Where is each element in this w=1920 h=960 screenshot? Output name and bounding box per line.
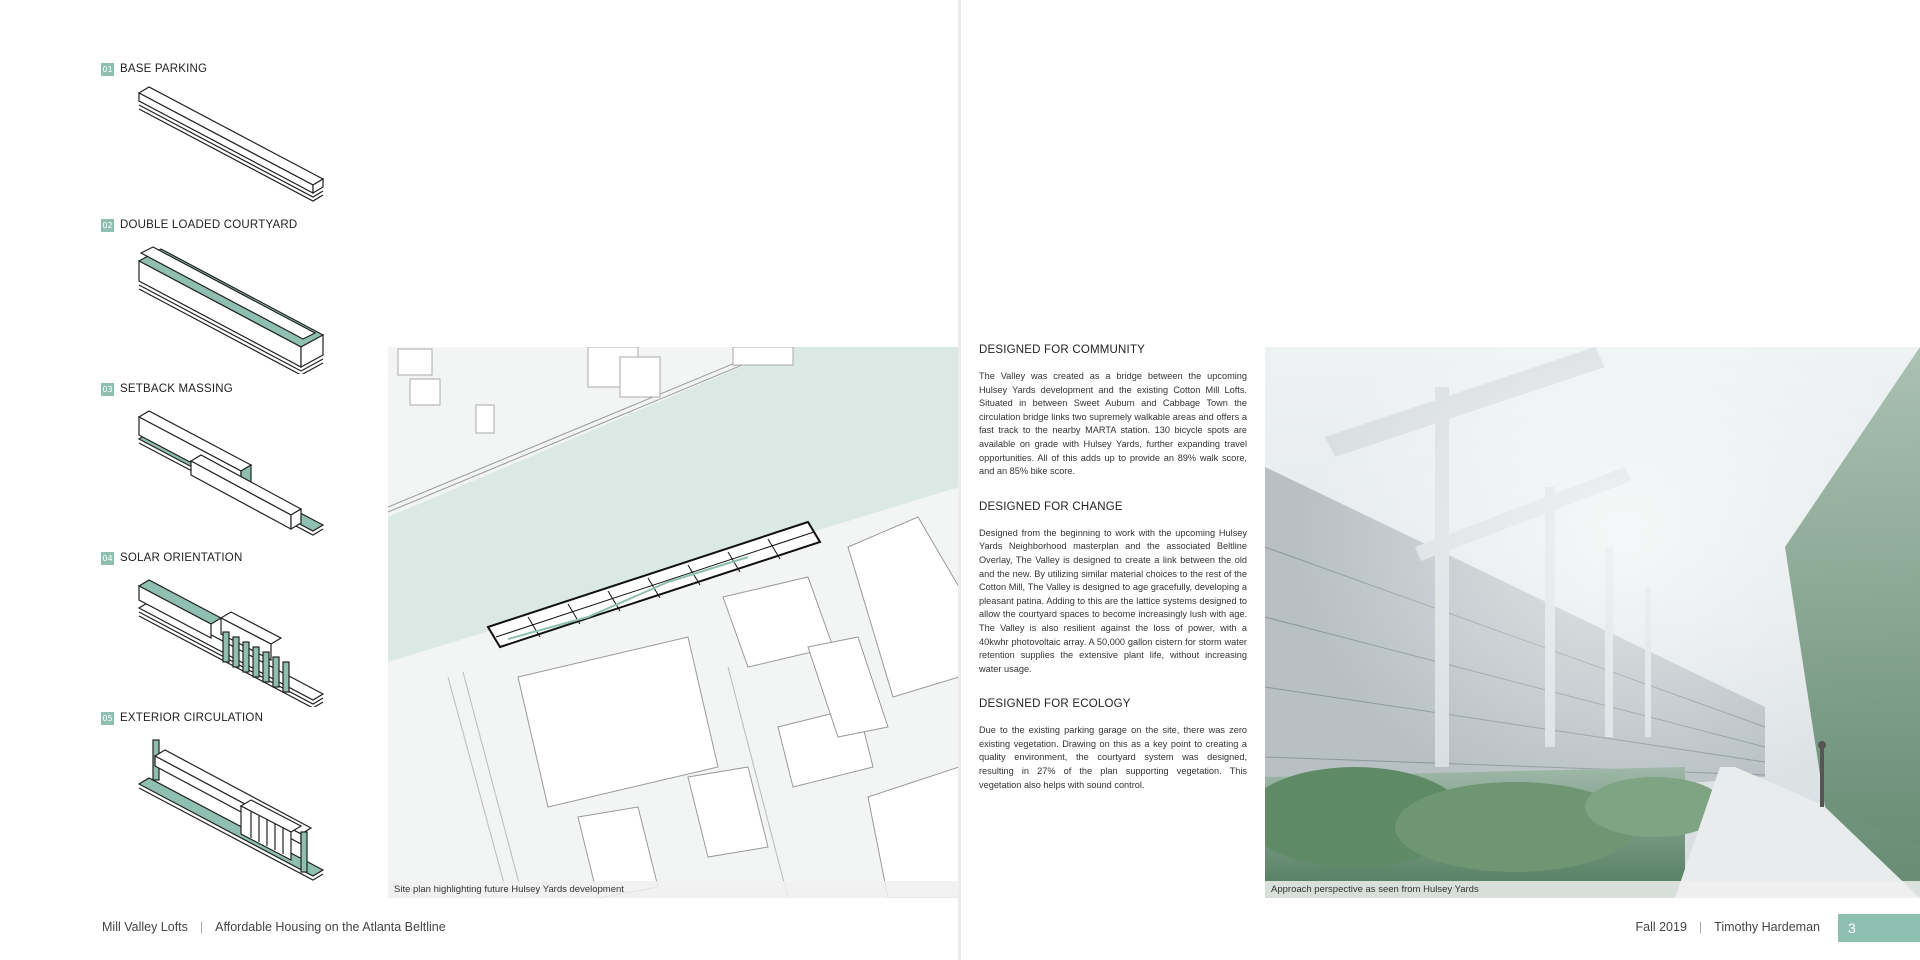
section-body: Designed from the beginning to work with the upcoming Hulsey Yards Neighborhood masterplan and the associated Beltline Overlay, The Valley is designed to create a link between the old and the new. By utilizing similar material choices to the rest of the Cotton Mill, The Valley is designed to age gracefully, developing a pleasant patina. Adding to this are the lattice systems designed to allow the courtyard spaces to become increasingly lush with age. The Valley is also resilient against the loss of power, with a 40kwhr photovoltaic array. A 50,000 gallon cistern for storm water retention supplies the extensive plant life, without increasing water usage. xyxy=(979,527,1247,674)
project-title: Mill Valley Lofts xyxy=(102,920,188,934)
section-body: Due to the existing parking garage on the site, there was zero existing vegetation. Drawing on this as a key point to creating a quality environment, the courtyard system was designed, resulting in 27% of the plan supporting vegetation. This vegetation also helps with sound control. xyxy=(979,725,1247,790)
approach-perspective-rendering xyxy=(1265,347,1920,898)
step-number-badge: 05 xyxy=(102,713,113,723)
step-title: SETBACK MASSING xyxy=(120,383,233,395)
base-parking-axon-diagram xyxy=(101,83,331,203)
section-ecology xyxy=(979,698,1247,792)
site-plan-drawing xyxy=(388,347,959,898)
footer-right xyxy=(1635,920,1820,934)
page-number-tab: 3 xyxy=(1838,914,1920,942)
description-column xyxy=(979,344,1247,814)
section-title: DESIGNED FOR COMMUNITY xyxy=(979,344,1146,356)
author-name: Timothy Hardeman xyxy=(1714,920,1820,934)
site-plan-image xyxy=(388,347,959,898)
setback-massing-axon-diagram xyxy=(101,403,331,538)
massing-step-solar-orientation xyxy=(101,550,331,707)
project-subtitle: Affordable Housing on the Atlanta Beltline xyxy=(215,920,446,934)
section-community xyxy=(979,344,1247,479)
double-loaded-courtyard-axon-diagram xyxy=(101,239,331,374)
rendering-image xyxy=(1265,347,1920,898)
left-page xyxy=(0,0,958,960)
step-title: BASE PARKING xyxy=(120,63,208,75)
step-number-badge: 04 xyxy=(102,553,113,563)
footer-separator: | xyxy=(1698,920,1703,934)
step-number-badge: 03 xyxy=(102,384,113,394)
massing-step-setback-massing xyxy=(101,381,331,538)
step-title: SOLAR ORIENTATION xyxy=(120,552,243,564)
step-title: EXTERIOR CIRCULATION xyxy=(120,712,264,724)
section-body: The Valley was created as a bridge between the upcoming Hulsey Yards development and the existing Cotton Mill Lofts. Situated in between Sweet Auburn and Cabbage Town the circulation bridge links two supremely walkable areas and offers a fast track to the nearby MARTA station. 130 bicycle spots are available on grade with Hulsey Yards, further expanding travel opportunities. All of this adds up to provide an 89% walk score, and an 85% bike score. xyxy=(979,371,1247,477)
footer-separator: | xyxy=(199,920,204,934)
step-title: DOUBLE LOADED COURTYARD xyxy=(120,219,298,231)
step-number-badge: 02 xyxy=(102,220,113,230)
exterior-circulation-axon-diagram xyxy=(101,732,331,882)
footer-left xyxy=(102,920,446,934)
solar-orientation-axon-diagram xyxy=(101,572,331,707)
section-title: DESIGNED FOR ECOLOGY xyxy=(979,698,1131,711)
step-number-badge: 01 xyxy=(102,64,113,74)
term-label: Fall 2019 xyxy=(1635,920,1687,934)
rendering-caption: Approach perspective as seen from Hulsey Yards xyxy=(1265,881,1920,898)
section-title: DESIGNED FOR CHANGE xyxy=(979,500,1123,513)
massing-step-base-parking xyxy=(101,61,331,203)
massing-step-exterior-circulation xyxy=(101,710,331,882)
section-change xyxy=(979,501,1247,677)
site-plan-caption: Site plan highlighting future Hulsey Yards development xyxy=(388,881,959,898)
massing-step-double-loaded-courtyard xyxy=(101,217,331,374)
